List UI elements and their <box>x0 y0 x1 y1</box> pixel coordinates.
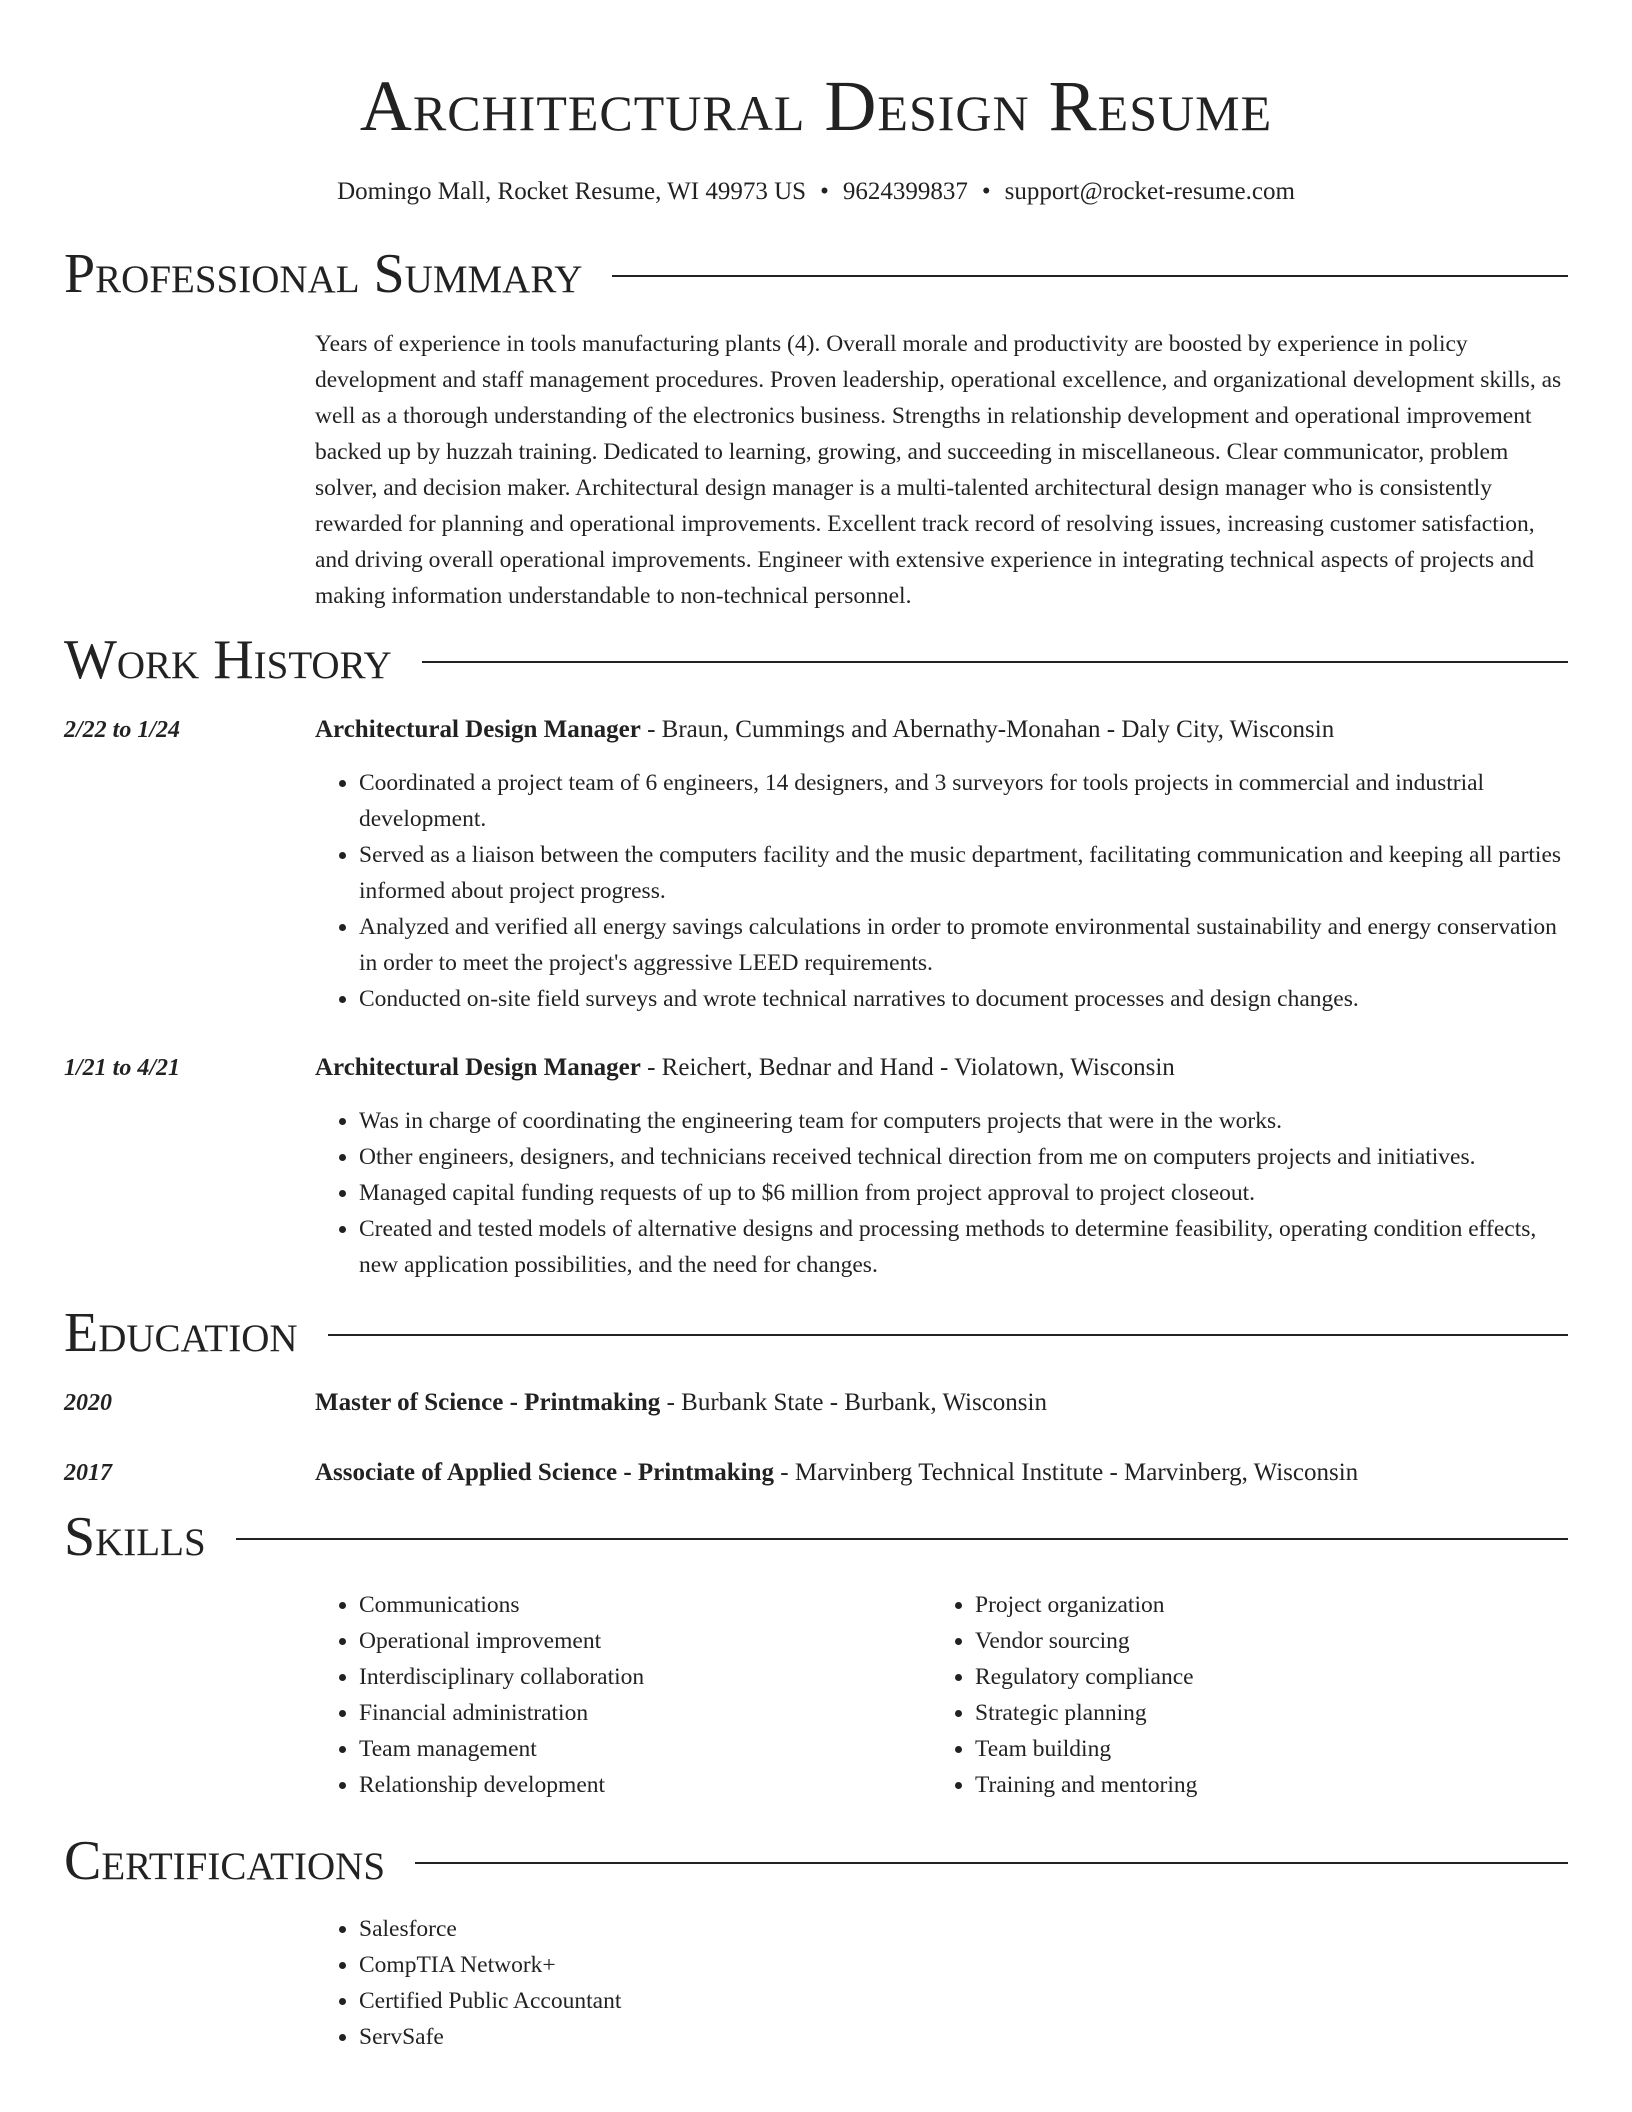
education-body <box>315 1385 1568 1421</box>
skill-item: • Communications <box>359 1587 931 1623</box>
job-bullet: • Managed capital funding requests of up to $6 million from project approval to project closeout. <box>359 1175 1568 1211</box>
job-bullet: • Coordinated a project team of 6 engineers, 14 designers, and 3 surveyors for tools projects in commercial and industrial development. <box>359 765 1568 837</box>
job-bullet: • Was in charge of coordinating the engineering team for computers projects that were in the works. <box>359 1103 1568 1139</box>
resume-title: Architectural Design Resume <box>359 66 1273 146</box>
skills-column-left <box>315 1587 931 1803</box>
section-title-summary: Professional Summary <box>64 243 583 305</box>
job-bullet: • Created and tested models of alternative designs and processing methods to determine feasibility, operating condition effects, new application possibilities, and the need for changes. <box>359 1211 1568 1283</box>
certification-item: • Certified Public Accountant <box>359 1983 621 2019</box>
certification-item: • CompTIA Network+ <box>359 1947 621 1983</box>
certifications-list <box>315 1911 621 2055</box>
section-divider <box>415 1862 1568 1864</box>
education-year: 2017 <box>64 1460 112 1486</box>
contact-address: Domingo Mall, Rocket Resume, WI 49973 US <box>337 178 807 205</box>
skill-item: • Operational improvement <box>359 1623 931 1659</box>
section-title-certifications: Certifications <box>64 1830 386 1892</box>
section-header-certifications <box>64 1831 1568 1891</box>
education-degree: Master of Science - Printmaking <box>315 1389 661 1416</box>
skill-item: • Strategic planning <box>975 1695 1547 1731</box>
job-entry <box>64 712 1568 1017</box>
contact-separator: • <box>981 178 991 205</box>
education-entry <box>64 1385 1568 1421</box>
job-bullet: • Conducted on-site field surveys and wrote technical narratives to document processes and design changes. <box>359 981 1568 1017</box>
job-role: Architectural Design Manager <box>315 1054 641 1081</box>
summary-text: Years of experience in tools manufacturing plants (4). Overall morale and productivity are boosted by experience in policy development and staff management procedures. Proven leadership, operational excellence, and organizational development skills, as well as a thorough understanding of the electronics business. Strengths in relationship development and operational improvement backed up by huzzah training. Dedicated to learning, growing, and succeeding in miscellaneous. Clear communicator, problem solver, and decision maker. Architectural design manager is a multi-talented architectural design manager who is consistently rewarded for planning and operational improvements. Excellent track record of resolving issues, increasing customer satisfaction, and driving overall operational improvements. Engineer with extensive experience in integrating technical aspects of projects and making information understandable to non-technical personnel. <box>315 331 1562 609</box>
section-header-skills <box>64 1507 1568 1567</box>
job-dates: 2/22 to 1/24 <box>64 717 181 743</box>
section-title-skills: Skills <box>64 1506 206 1568</box>
job-bullet: • Served as a liaison between the computers facility and the music department, facilitating communication and keeping all parties informed about project progress. <box>359 837 1568 909</box>
section-divider <box>422 661 1568 663</box>
section-divider <box>328 1334 1568 1336</box>
job-entry <box>64 1050 1568 1283</box>
section-divider <box>236 1538 1568 1540</box>
skill-item: • Interdisciplinary collaboration <box>359 1659 931 1695</box>
skill-item: • Project organization <box>975 1587 1547 1623</box>
skill-item: • Vendor sourcing <box>975 1623 1547 1659</box>
certification-item: • ServSafe <box>359 2019 621 2055</box>
certifications-list-wrap <box>315 1911 1568 2055</box>
certification-item: • Salesforce <box>359 1911 621 1947</box>
skill-item: • Regulatory compliance <box>975 1659 1547 1695</box>
contact-phone: 9624399837 <box>842 178 968 205</box>
job-body <box>315 712 1568 1017</box>
education-line <box>315 1455 1568 1491</box>
skill-item: • Financial administration <box>359 1695 931 1731</box>
job-company-location: - Braun, Cummings and Abernathy-Monahan - Daly City, Wisconsin <box>640 716 1335 743</box>
skills-list <box>315 1587 931 1803</box>
skill-item: • Relationship development <box>359 1767 931 1803</box>
skill-item: • Team management <box>359 1731 931 1767</box>
job-bullet: • Other engineers, designers, and technicians received technical direction from me on computers projects and initiatives. <box>359 1139 1568 1175</box>
skill-item: • Team building <box>975 1731 1547 1767</box>
contact-separator: • <box>820 178 829 205</box>
section-header-work-history <box>64 630 1568 690</box>
job-body <box>315 1050 1568 1283</box>
job-title-line <box>315 1050 1568 1086</box>
contact-line <box>64 176 1568 208</box>
education-body <box>315 1455 1568 1491</box>
job-role: Architectural Design Manager <box>315 716 641 743</box>
job-bullet-list <box>315 1103 1568 1283</box>
section-header-education <box>64 1303 1568 1363</box>
section-title-education: Education <box>64 1302 298 1364</box>
job-dates: 1/21 to 4/21 <box>64 1055 181 1081</box>
education-school-location: - Marvinberg Technical Institute - Marvinberg, Wisconsin <box>774 1459 1359 1486</box>
education-school-location: - Burbank State - Burbank, Wisconsin <box>660 1389 1047 1416</box>
skills-column-right <box>931 1587 1547 1803</box>
section-header-summary <box>64 244 1568 304</box>
contact-email: support@rocket-resume.com <box>1004 178 1295 205</box>
education-degree: Associate of Applied Science - Printmaking <box>315 1459 775 1486</box>
skills-list <box>931 1587 1547 1803</box>
job-bullet: • Analyzed and verified all energy savings calculations in order to promote environmental sustainability and energy conservation in order to meet the project's aggressive LEED requirements. <box>359 909 1568 981</box>
job-bullet-list <box>315 765 1568 1017</box>
skills-grid <box>315 1587 1568 1803</box>
education-line <box>315 1385 1568 1421</box>
education-year: 2020 <box>64 1390 112 1416</box>
resume-page <box>64 0 1568 2055</box>
skill-item: • Training and mentoring <box>975 1767 1547 1803</box>
education-entry <box>64 1455 1568 1491</box>
job-title-line <box>315 712 1568 748</box>
job-company-location: - Reichert, Bednar and Hand - Violatown, Wisconsin <box>640 1054 1175 1081</box>
section-title-work-history: Work History <box>64 629 392 691</box>
section-divider <box>612 275 1568 277</box>
